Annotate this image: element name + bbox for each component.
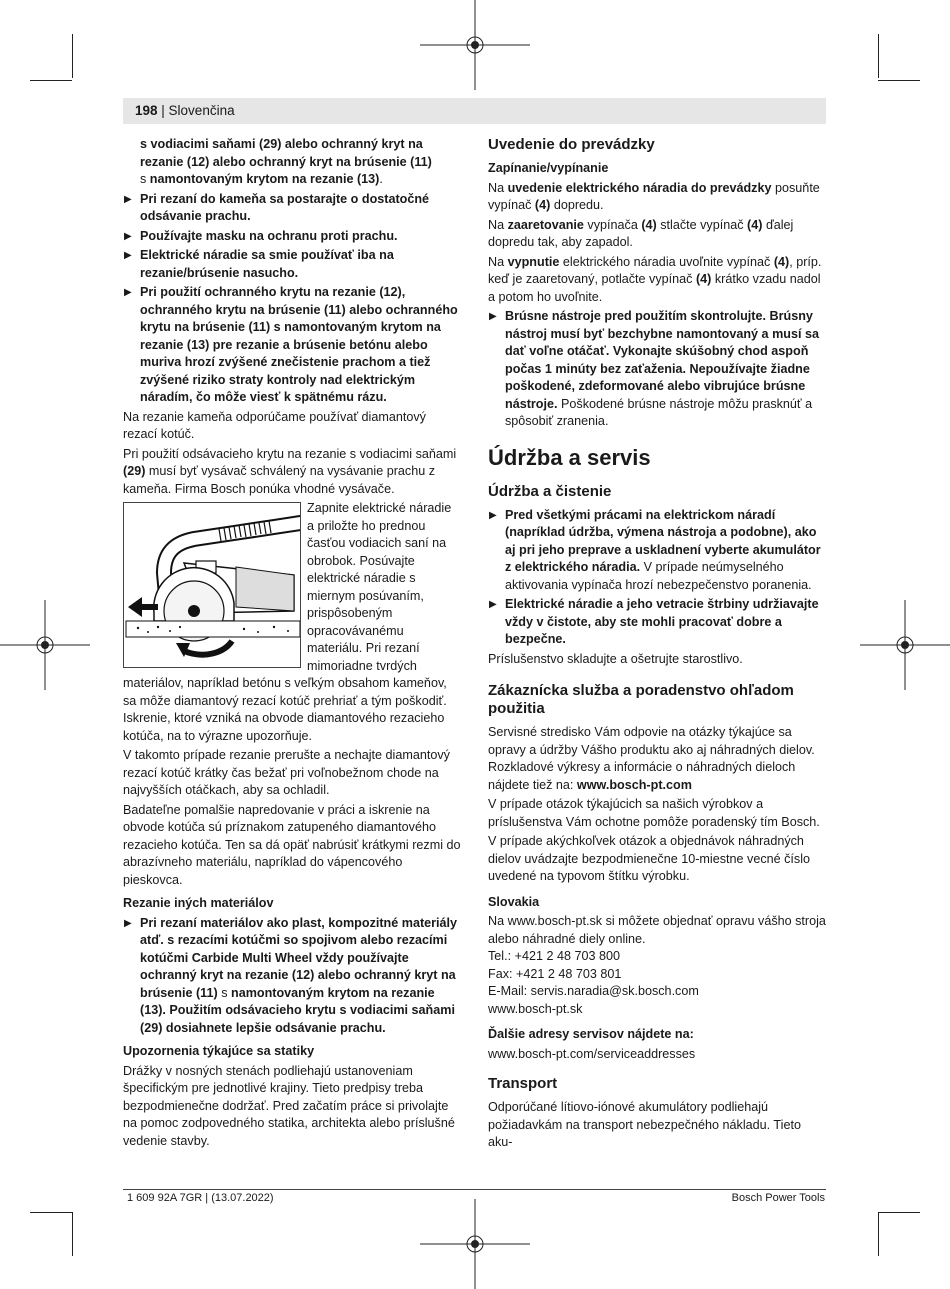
subsection-heading: Zapínanie/vypínanie — [488, 161, 609, 175]
paragraph: Drážky v nosných stenách podliehajú ustanoveniam špecifickým pre jednotlivé krajiny. Tieto predpisy treba bezpodmienečne dodržať. Pred začatím práce si privolajte na pomoc zodpovedného statika, architekta alebo príslušné vedenie stavby. — [123, 1063, 455, 1148]
triangle-bullet-icon: ▶ — [124, 917, 132, 929]
page-language: Slovenčina — [168, 103, 235, 118]
section-heading: Rezanie iných materiálov — [123, 896, 274, 910]
right-column — [488, 136, 826, 1154]
crop-mark — [878, 1212, 920, 1213]
triangle-bullet-icon: ▶ — [489, 311, 497, 322]
warning-bullet: ▶ Elektrické náradie sa smie používať iba na rezanie/brúsenie nasucho. — [124, 248, 394, 280]
paragraph: Na zaaretovanie vypínača (4) stlačte vypínač (4) ďalej dopredu tak, aby zapadol. — [488, 217, 794, 249]
section-heading: Uvedenie do prevádzky — [488, 136, 655, 153]
warning-bullet: ▶ Elektrické náradie a jeho vetracie štrbiny udržiavajte vždy v čistote, aby ste mohli pracovať dobre a bezpečne. — [489, 597, 819, 646]
section-heading: Upozornenia týkajúce sa statiky — [123, 1044, 315, 1058]
footer-rule — [123, 1189, 826, 1190]
paragraph: Servisné stredisko Vám odpovie na otázky týkajúce sa opravy a údržby Vášho produktu ako aj náhradných dielov. Rozkladové výkresy a informácie o náhradných dieloch nájdete tiež na: www.bosch-pt.com — [488, 725, 815, 792]
crop-mark — [878, 1212, 879, 1256]
warning-bullet: ▶ Brúsne nástroje pred použitím skontrolujte. Brúsny nástroj musí byť bezchybne namontovaný a musí sa dať voľne otáčať. Vykonajte skúšobný chod aspoň počas 1 minúty bez zaťaženia. Nepoužívajte žiadne poškodené, zdeformované alebo vibrujúce brúsne nástroje. Poškodené brúsne nástroje môžu prasknúť a spôsobiť zranenia. — [489, 309, 819, 428]
paragraph: V prípade akýchkoľvek otázok a objednávok náhradných dielov uvádzajte bezpodmienečne 10-miestne vecné číslo uvedené na typovom štítku výrobku. — [488, 834, 811, 883]
footer-brand: Bosch Power Tools — [731, 1192, 825, 1204]
cutting-illustration — [123, 502, 301, 668]
page-header: 198 | Slovenčina — [135, 103, 235, 118]
registration-mark-right — [860, 600, 950, 690]
paragraph: Na uvedenie elektrického náradia do prevádzky posuňte vypínač (4) dopredu. — [488, 180, 820, 212]
section-heading: Transport — [488, 1075, 558, 1092]
paragraph: Pri použití odsávacieho krytu na rezanie s vodiacimi saňami (29) musí byť vysávač schválený na vysávanie prachu z kameňa. Firma Bosch ponúka vhodné vysávače. — [123, 446, 457, 496]
warning-bullet: ▶ Pri použití ochranného krytu na rezanie (12), ochranného krytu na brúsenie (11) alebo ochranného krytu na brúsenie (11) s namontovaným krytom na rezanie (13) pre rezanie a brúsenie betónu alebo muriva hrozí zvýšené znečistenie prachom a tiež zvýšené riziko straty kontroly nad elektrickým náradím, čo môže viesť k spätnému rázu. — [124, 285, 458, 404]
paragraph: V prípade otázok týkajúcich sa našich výrobkov a príslušenstva Vám ochotne pomôže poradenský tím Bosch. — [488, 797, 820, 829]
warning-bullet: ▶ Pred všetkými prácami na elektrickom náradí (napríklad údržba, výmena nástroja a podobne), ako aj pri jeho preprave a uskladnení vyberte akumulátor z elektrického náradia. V prípade neúmyselného aktivovania vypínača hrozí nebezpečenstvo poranenia. — [489, 507, 821, 592]
paragraph: Badateľne pomalšie napredovanie v práci a iskrenie na obvode kotúča sú príznakom zatupeného diamantového rezacieho kotúča. Ten sa dá opäť nabrúsiť krátkymi rezmi do abrazívneho materiálu, napríklad do vápencového pieskovca. — [123, 802, 461, 887]
crop-mark — [878, 34, 879, 78]
chapter-heading: Údržba a servis — [488, 444, 651, 470]
page-number: 198 — [135, 103, 158, 118]
crop-mark — [30, 80, 72, 81]
footer-doc-id: 1 609 92A 7GR | (13.07.2022) — [127, 1192, 274, 1204]
crop-mark — [72, 34, 73, 78]
contact-web: www.bosch-pt.sk — [488, 1001, 583, 1016]
paragraph: V takomto prípade rezanie prerušte a nechajte diamantový rezací kotúč krátky čas bežať pri voľnobežnom chode na najvyšších otáčkach, aby sa ochladil. — [123, 748, 450, 797]
contact-email: E-Mail: servis.naradia@sk.bosch.com — [488, 984, 699, 998]
paragraph: Odporúčané lítiovo-iónové akumulátory podliehajú požiadavkám na transport nebezpečného nákladu. Tieto aku- — [488, 1100, 801, 1149]
crop-mark — [878, 80, 920, 81]
triangle-bullet-icon: ▶ — [489, 509, 497, 521]
warning-bullet: ▶ Pri rezaní do kameňa sa postarajte o dostatočné odsávanie prachu. — [124, 191, 430, 223]
warning-bullet: ▶ Používajte masku na ochranu proti prachu. — [123, 228, 461, 246]
contact-phone: Tel.: +421 2 48 703 800 — [488, 949, 620, 963]
crop-mark — [72, 1212, 73, 1256]
angle-grinder-illustration — [124, 503, 300, 667]
registration-mark-left — [0, 600, 90, 690]
triangle-bullet-icon: ▶ — [124, 287, 132, 298]
triangle-bullet-icon: ▶ — [489, 599, 497, 610]
paragraph: Príslušenstvo skladujte a ošetrujte starostlivo. — [488, 651, 743, 666]
contact-fax: Fax: +421 2 48 703 801 — [488, 966, 622, 981]
crop-mark — [30, 1212, 72, 1213]
service-addresses-link[interactable]: www.bosch-pt.com/serviceaddresses — [488, 1046, 696, 1061]
triangle-bullet-icon: ▶ — [124, 230, 132, 242]
section-heading: Údržba a čistenie — [488, 482, 612, 500]
contact-line: Na www.bosch-pt.sk si môžete objednať opravu vášho stroja alebo náhradné diely online. — [488, 914, 826, 946]
subsection-heading: Ďalšie adresy servisov nájdete na: — [488, 1027, 694, 1041]
paragraph: Na rezanie kameňa odporúčame používať diamantový rezací kotúč. — [123, 409, 426, 441]
paragraph: Na vypnutie elektrického náradia uvoľnite vypínač (4), príp. keď je zaaretovaný, potlačte vypínač (4) krátko vzadu nadol a potom ho uvoľnite. — [488, 254, 822, 304]
warning-bullet: ▶ Pri rezaní materiálov ako plast, kompozitné materiály atď. s rezacími kotúčmi so spojivom alebo rezacími kotúčmi Carbide Multi Wheel vždy používajte ochranný kryt na rezanie (12) alebo ochranný kryt na brúsenie (11) s namontovaným krytom na rezanie (13). Použitím odsávacieho krytu s vodiacimi saňami (29) dosiahnete lepšie odsávanie prachu. — [124, 915, 458, 1035]
subsection-heading: Slovakia — [488, 894, 540, 909]
triangle-bullet-icon: ▶ — [124, 193, 132, 205]
registration-mark-bottom — [420, 1199, 530, 1289]
intro-paragraph: s vodiacimi saňami (29) alebo ochranný kryt na rezanie (12) alebo ochranný kryt na brúsenie (11) s namontovaným krytom na rezanie (13). — [140, 137, 432, 186]
triangle-bullet-icon: ▶ — [124, 250, 132, 261]
paragraph: Zapnite elektrické náradie a priložte ho prednou časťou vodiacich saní na obrobok. Posúvajte elektrické náradie s miernym posúvaním, prispôsobeným opracovávanému materiálu. Pri rezaní mimoriadne tvrdých materiálov, napríklad betónu s veľkým obsahom kameňov, sa môže diamantový rezací kotúč prehriať a tým poškodiť. Iskrenie, ktoré vzniká na obvode diamantového rezacieho kotúča, na to výrazne upozorňuje. — [123, 501, 452, 743]
registration-mark-top — [420, 0, 530, 90]
left-column — [123, 136, 461, 1152]
section-heading: Zákaznícka služba a poradenstvo ohľadom použitia — [488, 682, 794, 717]
